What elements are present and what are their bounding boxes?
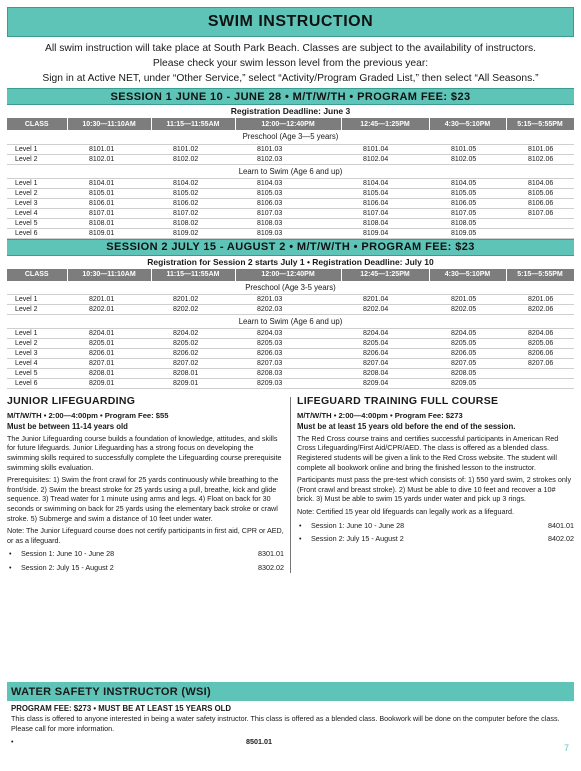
session-label: Session 2: July 15 - August 2: [311, 534, 404, 544]
class-code-cell: 8109.04: [341, 228, 429, 238]
table-row: [7, 329, 574, 339]
class-code-cell: 8201.04: [341, 295, 429, 305]
junior-schedule: M/T/W/TH • 2:00—4:00pm • Program Fee: $55: [7, 410, 169, 420]
class-code-cell: 8202.06: [506, 305, 574, 315]
session-label: Session 1: June 10 - June 28: [311, 520, 405, 530]
level-cell: Level 4: [7, 208, 67, 218]
class-code-cell: 8204.01: [67, 329, 151, 339]
level-cell: Level 1: [7, 178, 67, 188]
class-code-cell: 8101.06: [506, 144, 574, 154]
class-code-cell: 8208.04: [341, 369, 429, 379]
table-row: [7, 144, 574, 154]
class-code-cell: 8106.05: [429, 198, 506, 208]
class-code-cell: 8108.04: [341, 218, 429, 228]
session-code: 8402.02: [548, 534, 574, 544]
class-code-cell: 8206.05: [429, 349, 506, 359]
class-code-cell: 8105.06: [506, 188, 574, 198]
class-code-cell: 8205.06: [506, 339, 574, 349]
intro-line-3: Sign in at Active NET, under “Other Service,” select “Activity/Program Graded List,” then select “All Seasons.”: [42, 73, 539, 84]
wsi-title: WATER SAFETY INSTRUCTOR (WSI): [7, 682, 574, 701]
class-code-cell: [506, 228, 574, 238]
table-row: [7, 188, 574, 198]
level-cell: Level 2: [7, 188, 67, 198]
class-code-cell: 8109.05: [429, 228, 506, 238]
class-code-cell: 8109.01: [67, 228, 151, 238]
wsi-code: 8501.01: [246, 737, 272, 746]
class-code-cell: 8205.02: [151, 339, 235, 349]
class-code-cell: 8108.03: [235, 218, 341, 228]
column-header: 12:00—12:40PM: [235, 269, 341, 281]
class-code-cell: 8104.06: [506, 178, 574, 188]
level-cell: Level 5: [7, 369, 67, 379]
column-header: 12:00—12:40PM: [235, 118, 341, 130]
sessions-container: [7, 88, 574, 389]
lifeguard-description: The Red Cross course trains and certifies successful participants in American Red Cross Lifeguarding/First Aid/CPR/AED. The class is offered as a blended class. Registered students will be given a link to the Red Cross website. The student will complete all bookwork online and bring the finished lesson to the instructor.: [297, 433, 559, 472]
class-code-cell: [506, 218, 574, 228]
class-code-cell: 8104.02: [151, 178, 235, 188]
programs-columns: [7, 397, 574, 573]
column-header: 5:15—5:55PM: [506, 118, 574, 130]
lifeguard-session-list: [297, 521, 574, 544]
class-code-cell: 8208.01: [151, 369, 235, 379]
class-code-cell: 8102.04: [341, 154, 429, 164]
class-code-cell: 8205.04: [341, 339, 429, 349]
class-code-cell: 8106.03: [235, 198, 341, 208]
list-item: [7, 549, 284, 559]
class-code-cell: 8202.04: [341, 305, 429, 315]
class-code-cell: [506, 369, 574, 379]
class-code-cell: 8205.03: [235, 339, 341, 349]
class-code-cell: 8202.01: [67, 305, 151, 315]
class-code-cell: 8206.01: [67, 349, 151, 359]
column-header: 10:30—11:10AM: [67, 269, 151, 281]
table-row: [7, 208, 574, 218]
class-code-cell: 8102.03: [235, 154, 341, 164]
class-code-cell: 8204.05: [429, 329, 506, 339]
class-code-cell: 8104.05: [429, 178, 506, 188]
class-code-cell: 8202.02: [151, 305, 235, 315]
class-code-cell: 8106.02: [151, 198, 235, 208]
class-code-cell: 8202.03: [235, 305, 341, 315]
class-code-cell: 8107.03: [235, 208, 341, 218]
bullet: •: [9, 562, 12, 572]
bullet: •: [299, 534, 302, 544]
class-code-cell: 8109.02: [151, 228, 235, 238]
lifeguard-note: Note: Certified 15 year old lifeguards can legally work as a lifeguard.: [297, 506, 514, 516]
class-code-cell: 8108.05: [429, 218, 506, 228]
class-code-cell: 8209.05: [429, 379, 506, 389]
junior-session-list: [7, 549, 284, 572]
table-row: [7, 379, 574, 389]
class-code-cell: 8105.05: [429, 188, 506, 198]
table-row: [7, 154, 574, 164]
list-item: [297, 534, 574, 544]
list-item: [7, 563, 284, 573]
table-row: [7, 198, 574, 208]
class-code-cell: 8109.03: [235, 228, 341, 238]
column-header: 12:45—1:25PM: [341, 269, 429, 281]
table-row: [7, 218, 574, 228]
column-header: 12:45—1:25PM: [341, 118, 429, 130]
level-cell: Level 3: [7, 198, 67, 208]
level-cell: Level 6: [7, 379, 67, 389]
level-cell: Level 1: [7, 295, 67, 305]
class-code-cell: 8208.01: [67, 369, 151, 379]
class-code-cell: 8101.05: [429, 144, 506, 154]
level-cell: Level 1: [7, 329, 67, 339]
class-code-cell: 8102.01: [67, 154, 151, 164]
class-code-cell: 8106.06: [506, 198, 574, 208]
class-code-cell: 8206.04: [341, 349, 429, 359]
junior-title: JUNIOR LIFEGUARDING: [7, 395, 136, 407]
class-code-cell: 8105.04: [341, 188, 429, 198]
level-cell: Level 2: [7, 339, 67, 349]
class-code-cell: 8101.04: [341, 144, 429, 154]
session-code: 8401.01: [548, 520, 574, 530]
level-cell: Level 6: [7, 228, 67, 238]
class-code-cell: 8108.02: [151, 218, 235, 228]
lifeguard-age: Must be at least 15 years old before the end of the session.: [297, 422, 516, 432]
session-2-schedule-table: [7, 269, 575, 390]
class-code-cell: 8106.01: [67, 198, 151, 208]
table-row: [7, 339, 574, 349]
class-code-cell: 8101.01: [67, 144, 151, 154]
class-code-cell: 8102.05: [429, 154, 506, 164]
class-code-cell: 8107.01: [67, 208, 151, 218]
level-cell: Level 3: [7, 349, 67, 359]
table-row: [7, 369, 574, 379]
class-code-cell: 8102.02: [151, 154, 235, 164]
session-1-schedule-table: [7, 118, 575, 239]
class-code-cell: 8105.01: [67, 188, 151, 198]
table-row: [7, 178, 574, 188]
column-header: 11:15—11:55AM: [151, 269, 235, 281]
group-label: Preschool (Age 3-5 years): [7, 281, 574, 295]
session-1-header: SESSION 1 JUNE 10 - JUNE 28 • M/T/W/TH • PROGRAM FEE: $23: [7, 88, 574, 105]
class-code-cell: 8207.03: [235, 359, 341, 369]
page-title: SWIM INSTRUCTION: [7, 7, 574, 37]
junior-age: Must be between 11-14 years old: [7, 422, 128, 432]
class-code-cell: 8207.02: [151, 359, 235, 369]
session-code: 8301.01: [258, 549, 284, 559]
class-code-cell: 8207.06: [506, 359, 574, 369]
level-cell: Level 2: [7, 154, 67, 164]
group-label: Learn to Swim (Age 6 and up): [7, 315, 574, 329]
class-code-cell: 8104.01: [67, 178, 151, 188]
column-header: CLASS: [7, 269, 67, 281]
column-header: CLASS: [7, 118, 67, 130]
class-code-cell: 8101.03: [235, 144, 341, 154]
class-code-cell: 8204.06: [506, 329, 574, 339]
intro-line-1: All swim instruction will take place at South Park Beach. Classes are subject to the availability of instructors.: [44, 43, 537, 54]
session-1-deadline: Registration Deadline: June 3: [230, 106, 351, 116]
class-code-cell: 8209.01: [151, 379, 235, 389]
class-code-cell: 8107.05: [429, 208, 506, 218]
class-code-cell: 8207.04: [341, 359, 429, 369]
class-code-cell: 8202.05: [429, 305, 506, 315]
table-row: [7, 228, 574, 238]
column-header: 4:30—5:10PM: [429, 269, 506, 281]
class-code-cell: 8105.03: [235, 188, 341, 198]
class-code-cell: 8206.02: [151, 349, 235, 359]
class-code-cell: 8104.04: [341, 178, 429, 188]
class-code-cell: 8206.06: [506, 349, 574, 359]
table-row: [7, 295, 574, 305]
column-header: 11:15—11:55AM: [151, 118, 235, 130]
junior-prerequisites: Prerequisites: 1) Swim the front crawl for 25 yards continuously while breathing to the front/side. 2) Swim the breast stroke for 25 yards using a pull, breathe, kick and glide sequence. 3) Tread water for 1 minute using arms and legs. 4) Float on back for 30 seconds or swimming on back for 25 yards using the elementary back stroke or crawl stroke. 5) Submerge and swim a distance of 10 feet under water.: [7, 475, 279, 523]
class-code-cell: 8108.01: [67, 218, 151, 228]
wsi-body: [7, 701, 574, 747]
class-code-cell: 8105.02: [151, 188, 235, 198]
lifeguard-pretest: Participants must pass the pre-test which consists of: 1) 550 yard swim, 2 strokes only (Front crawl and breast stroke). 2) Must be able to dive 10 feet and recover a 10# brick. 3) Must be able to swim 15 yards under water and pick up 3 rings.: [297, 475, 572, 504]
session-2-header: SESSION 2 JULY 15 - AUGUST 2 • M/T/W/TH • PROGRAM FEE: $23: [7, 239, 574, 256]
page-number: 7: [563, 743, 569, 753]
bullet: •: [299, 520, 302, 530]
level-cell: Level 2: [7, 305, 67, 315]
column-header: 4:30—5:10PM: [429, 118, 506, 130]
table-row: [7, 305, 574, 315]
junior-description: The Junior Lifeguarding course builds a foundation of knowledge, attitudes, and skills for future lifeguards. Junior Lifeguarding has a strong focus on developing the swimming skills required to successfully complete the Lifeguarding course prerequisite swimming skills evaluation.: [7, 433, 282, 472]
lifeguard-schedule: M/T/W/TH • 2:00—4:00pm • Program Fee: $273: [297, 410, 463, 420]
class-code-cell: 8102.06: [506, 154, 574, 164]
class-code-cell: 8106.04: [341, 198, 429, 208]
class-code-cell: 8208.05: [429, 369, 506, 379]
class-code-cell: 8107.06: [506, 208, 574, 218]
session-label: Session 1: June 10 - June 28: [21, 549, 115, 559]
junior-lifeguarding-section: [7, 397, 290, 573]
class-code-cell: 8204.03: [235, 329, 341, 339]
class-code-cell: [506, 379, 574, 389]
column-header: 10:30—11:10AM: [67, 118, 151, 130]
class-code-cell: 8201.01: [67, 295, 151, 305]
class-code-cell: 8101.02: [151, 144, 235, 154]
class-code-cell: 8207.01: [67, 359, 151, 369]
class-code-cell: 8107.04: [341, 208, 429, 218]
lifeguard-title: LIFEGUARD TRAINING FULL COURSE: [297, 395, 499, 407]
swim-instruction-page: [7, 7, 574, 573]
bullet: •: [11, 737, 14, 746]
wsi-section: [7, 682, 574, 747]
class-code-cell: 8201.03: [235, 295, 341, 305]
session-label: Session 2: July 15 - August 2: [21, 562, 114, 572]
list-item: [297, 521, 574, 531]
bullet: •: [9, 549, 12, 559]
class-code-cell: 8201.02: [151, 295, 235, 305]
class-code-cell: 8204.02: [151, 329, 235, 339]
class-code-cell: 8204.04: [341, 329, 429, 339]
class-code-cell: 8209.01: [67, 379, 151, 389]
class-code-cell: 8104.03: [235, 178, 341, 188]
group-label: Preschool (Age 3—5 years): [7, 130, 574, 144]
class-code-cell: 8205.01: [67, 339, 151, 349]
class-code-cell: 8209.03: [235, 379, 341, 389]
class-code-cell: 8206.03: [235, 349, 341, 359]
intro-line-2: Please check your swim lesson level from the previous year:: [152, 58, 429, 69]
session-2-deadline: Registration for Session 2 starts July 1 • Registration Deadline: July 10: [147, 256, 434, 267]
class-code-cell: 8201.06: [506, 295, 574, 305]
class-code-cell: 8209.04: [341, 379, 429, 389]
wsi-fee: PROGRAM FEE: $273 • MUST BE AT LEAST 15 YEARS OLD: [11, 704, 232, 713]
column-header: 5:15—5:55PM: [506, 269, 574, 281]
lifeguard-training-section: [290, 397, 574, 573]
class-code-cell: 8107.02: [151, 208, 235, 218]
table-row: [7, 349, 574, 359]
table-row: [7, 359, 574, 369]
junior-note: Note: The Junior Lifeguard course does not certify participants in first aid, CPR or AED, or as a lifeguard.: [7, 526, 284, 545]
level-cell: Level 4: [7, 359, 67, 369]
session-code: 8302.02: [258, 562, 284, 572]
class-code-cell: 8205.05: [429, 339, 506, 349]
intro-text: [7, 37, 574, 88]
wsi-session-row: [11, 737, 570, 747]
group-label: Learn to Swim (Age 6 and up): [7, 164, 574, 178]
class-code-cell: 8208.03: [235, 369, 341, 379]
class-code-cell: 8201.05: [429, 295, 506, 305]
class-code-cell: 8207.05: [429, 359, 506, 369]
wsi-description: This class is offered to anyone interested in being a water safety instructor. This class is offered as a blended class. Bookwork will be done on the computer before the class. Please call for more information.: [11, 714, 560, 733]
level-cell: Level 1: [7, 144, 67, 154]
level-cell: Level 5: [7, 218, 67, 228]
